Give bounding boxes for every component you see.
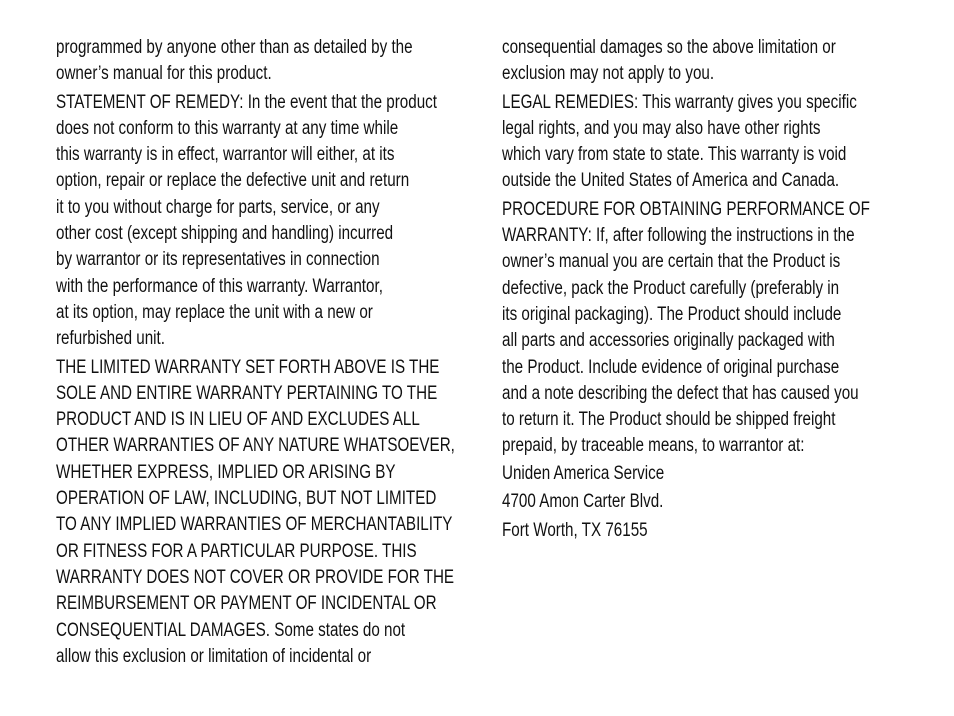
text-line: consequential damages so the above limitation or — [502, 37, 836, 58]
text-line: defective, pack the Product carefully (preferably in — [502, 277, 840, 299]
text-line: STATEMENT OF REMEDY: In the event that the product — [56, 91, 437, 113]
paragraph-statement-of-remedy — [56, 90, 474, 353]
text-line: OTHER WARRANTIES OF ANY NATURE WHATSOEVER, — [56, 435, 455, 457]
text-line: PRODUCT AND IS IN LIEU OF AND EXCLUDES ALL — [56, 409, 420, 431]
text-line: exclusion may not apply to you. — [502, 63, 715, 85]
paragraph-manual-continuation — [56, 35, 474, 88]
text-line: all parts and accessories originally packaged with — [502, 330, 835, 352]
text-line: with the performance of this warranty. Warrantor, — [56, 275, 383, 297]
text-line: option, repair or replace the defective unit and return — [56, 170, 410, 192]
text-line: THE LIMITED WARRANTY SET FORTH ABOVE IS THE — [56, 356, 440, 378]
paragraph-legal-remedies — [502, 90, 918, 195]
text-line: by warrantor or its representatives in connection — [56, 249, 380, 271]
right-column — [502, 35, 918, 545]
service-address — [502, 460, 918, 546]
paragraph-limited-warranty-disclaimer — [56, 355, 474, 671]
text-line: legal rights, and you may also have other rights — [502, 117, 821, 139]
address-city: Fort Worth, TX 76155 — [502, 519, 648, 541]
text-line: allow this exclusion or limitation of incidental or — [56, 645, 372, 667]
text-line: owner’s manual for this product. — [56, 63, 272, 85]
text-line: at its option, may replace the unit with a new or — [56, 301, 373, 323]
text-line: PROCEDURE FOR OBTAINING PERFORMANCE OF — [502, 198, 870, 220]
text-line: prepaid, by traceable means, to warrantor at: — [502, 435, 805, 457]
text-line: TO ANY IMPLIED WARRANTIES OF MERCHANTABILITY — [56, 514, 453, 536]
text-line: OR FITNESS FOR A PARTICULAR PURPOSE. THIS — [56, 540, 417, 562]
text-line: REIMBURSEMENT OR PAYMENT OF INCIDENTAL OR — [56, 593, 437, 615]
text-line: owner’s manual you are certain that the Product is — [502, 251, 841, 273]
address-name: Uniden America Service — [502, 462, 665, 484]
text-line: WARRANTY: If, after following the instructions in the — [502, 225, 855, 247]
text-line: and a note describing the defect that has caused you — [502, 382, 859, 404]
text-line: does not conform to this warranty at any time while — [56, 117, 399, 139]
text-line: SOLE AND ENTIRE WARRANTY PERTAINING TO THE — [56, 382, 438, 404]
text-line: refurbished unit. — [56, 328, 165, 350]
text-line: other cost (except shipping and handling) incurred — [56, 223, 394, 245]
text-line: this warranty is in effect, warrantor will either, at its — [56, 144, 395, 166]
text-line: LEGAL REMEDIES: This warranty gives you specific — [502, 91, 857, 113]
left-column — [56, 35, 474, 670]
text-line: WARRANTY DOES NOT COVER OR PROVIDE FOR THE — [56, 566, 455, 588]
address-street: 4700 Amon Carter Blvd. — [502, 491, 664, 513]
text-line: to return it. The Product should be shipped freight — [502, 409, 836, 431]
text-line: CONSEQUENTIAL DAMAGES. Some states do not — [56, 619, 406, 641]
text-line: outside the United States of America and Canada. — [502, 170, 840, 192]
text-line: it to you without charge for parts, service, or any — [56, 196, 380, 218]
text-line: the Product. Include evidence of original purchase — [502, 356, 840, 378]
text-line: WHETHER EXPRESS, IMPLIED OR ARISING BY — [56, 461, 396, 483]
paragraph-consequential-continuation — [502, 35, 918, 88]
text-line: which vary from state to state. This warranty is void — [502, 144, 847, 166]
text-line: programmed by anyone other than as detailed by the — [56, 37, 413, 58]
paragraph-procedure — [502, 197, 918, 460]
text-line: OPERATION OF LAW, INCLUDING, BUT NOT LIMITED — [56, 488, 437, 510]
text-line: its original packaging). The Product should include — [502, 303, 842, 325]
